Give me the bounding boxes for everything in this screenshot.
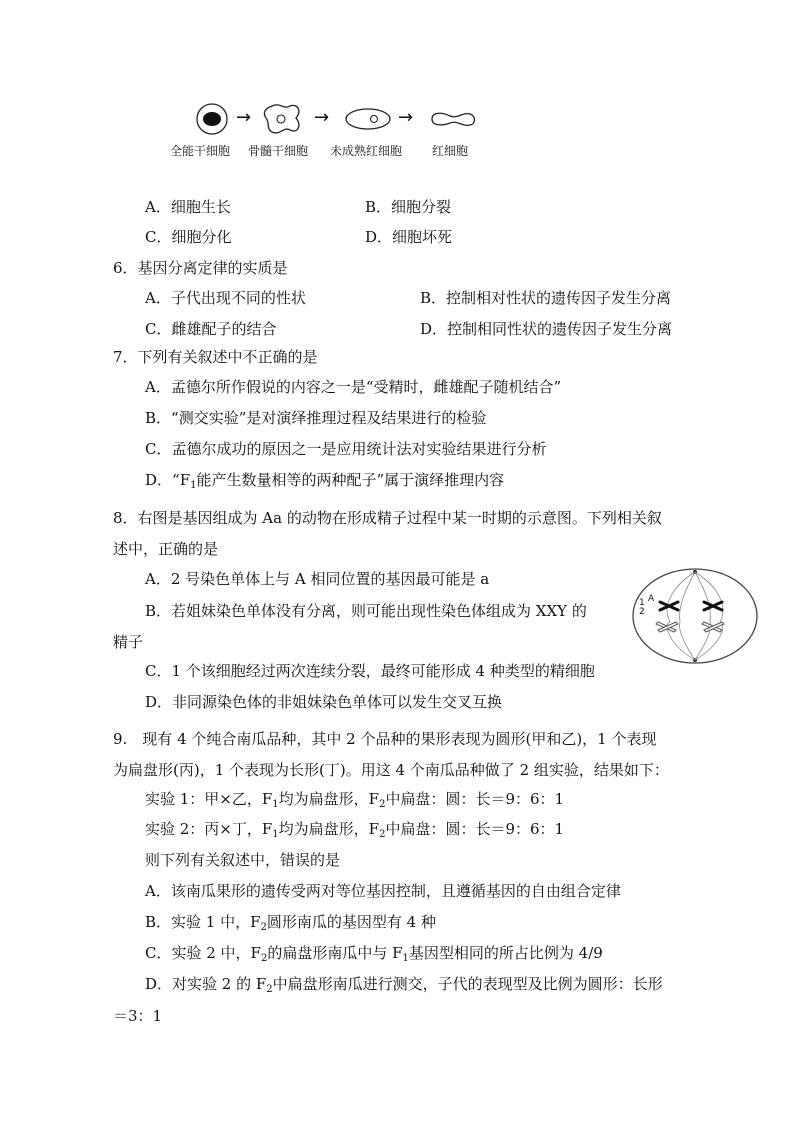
q6-option-c: C．雌雄配子的结合	[145, 320, 277, 338]
q7-option-b: B．“测交实验”是对演绎推理过程及结果进行的检验	[145, 409, 487, 427]
arrow-3: →	[398, 107, 414, 128]
chromosome-pair-bottom-left	[656, 622, 678, 632]
q9-experiment-2: 实验 2：丙×丁，$F_1$均为扁盘形，$F_2$中扁盘：圆：长＝9：6：1	[145, 820, 565, 840]
q9-option-d-line2: ＝3：1	[113, 1007, 163, 1025]
q8-option-d: D．非同源染色体的非姐妹染色单体可以发生交叉互换	[145, 693, 503, 711]
label-bone-marrow-stem-cell: 骨髓干细胞	[248, 144, 309, 158]
q7-stem: 7．下列有关叙述中不正确的是	[113, 348, 318, 366]
q5-option-a: A．细胞生长	[145, 198, 231, 216]
gene-label-a: A	[648, 594, 655, 604]
q9-option-c: C．实验 2 中，$F_2$的扁盘形南瓜中与 $F_1$基因型相同的所占比例为 4/9	[145, 944, 603, 964]
immature-red-blood-cell	[346, 109, 390, 129]
q8-option-c: C．1 个该细胞经过两次连续分裂，最终可能形成 4 种类型的精细胞	[145, 662, 595, 680]
q7-option-c: C．孟德尔成功的原因之一是应用统计法对实验结果进行分析	[145, 440, 547, 458]
q6-option-d: D．控制相同性状的遗传因子发生分离	[420, 320, 673, 338]
cell-membrane	[633, 569, 757, 663]
label-immature-red-blood-cell: 未成熟红细胞	[330, 144, 403, 158]
arrow-1: →	[236, 107, 252, 128]
label-red-blood-cell: 红细胞	[432, 144, 469, 158]
q8-stem-line2: 述中，正确的是	[113, 540, 219, 558]
arrow-2: →	[314, 107, 330, 128]
q9-option-a: A．该南瓜果形的遗传受两对等位基因控制，且遵循基因的自由组合定律	[145, 882, 621, 900]
q6-option-a: A．子代出现不同的性状	[145, 289, 306, 307]
chromosome-pair-bottom-right	[702, 622, 724, 632]
q9-option-b: B．实验 1 中，$F_2$圆形南瓜的基因型有 4 种	[145, 913, 436, 933]
bone-marrow-stem-cell	[264, 105, 298, 133]
q7-option-d: D．“$F_1$能产生数量相等的两种配子”属于演绎推理内容	[145, 471, 505, 491]
q5-option-d: D．细胞坏死	[365, 228, 453, 246]
chromatid-label-2: 2	[639, 607, 645, 617]
label-totipotent-stem-cell: 全能干细胞	[170, 144, 231, 158]
q6-stem: 6．基因分离定律的实质是	[113, 259, 288, 277]
q6-option-b: B．控制相对性状的遗传因子发生分离	[420, 289, 672, 307]
q8-option-b-line1: B．若姐妹染色单体没有分离，则可能出现性染色体组成为 XXY 的	[145, 602, 587, 620]
q9-stem-line2: 为扁盘形(丙)，1 个表现为长形(丁)。用这 4 个南瓜品种做了 2 组实验，结果如下：	[113, 761, 669, 779]
q8-option-a: A．2 号染色单体上与 A 相同位置的基因最可能是 a	[145, 570, 490, 588]
q9-option-d-line1: D．对实验 2 的 $F_2$中扁盘形南瓜进行测交，子代的表现型及比例为圆形：长形	[145, 975, 663, 995]
red-blood-cell	[432, 113, 475, 125]
q5-option-b: B．细胞分裂	[365, 198, 452, 216]
chromosome-pair-top-right	[704, 602, 722, 610]
q9-stem-line1: 9. 现有 4 个纯合南瓜品种，其中 2 个品种的果形表现为圆形(甲和乙)，1 个表现	[113, 730, 657, 748]
q7-option-a: A．孟德尔所作假说的内容之一是“受精时，雌雄配子随机结合”	[145, 378, 562, 396]
q9-ask: 则下列有关叙述中，错误的是	[145, 851, 341, 869]
q5-option-c: C．细胞分化	[145, 228, 232, 246]
meiosis-cell-figure	[628, 564, 762, 668]
q8-stem-line1: 8．右图是基因组成为 Aa 的动物在形成精子过程中某一时期的示意图。下列相关叙	[113, 509, 662, 527]
chromatid-label-1: 1	[639, 598, 645, 608]
totipotent-stem-cell	[197, 104, 227, 134]
q8-option-b-line2: 精子	[113, 633, 144, 651]
cell-differentiation-figure	[180, 98, 490, 140]
chromosome-pair-top-left	[660, 602, 678, 610]
spindle-fibers	[667, 572, 723, 660]
q9-experiment-1: 实验 1：甲×乙，$F_1$均为扁盘形，$F_2$中扁盘：圆：长＝9：6：1	[145, 790, 565, 810]
